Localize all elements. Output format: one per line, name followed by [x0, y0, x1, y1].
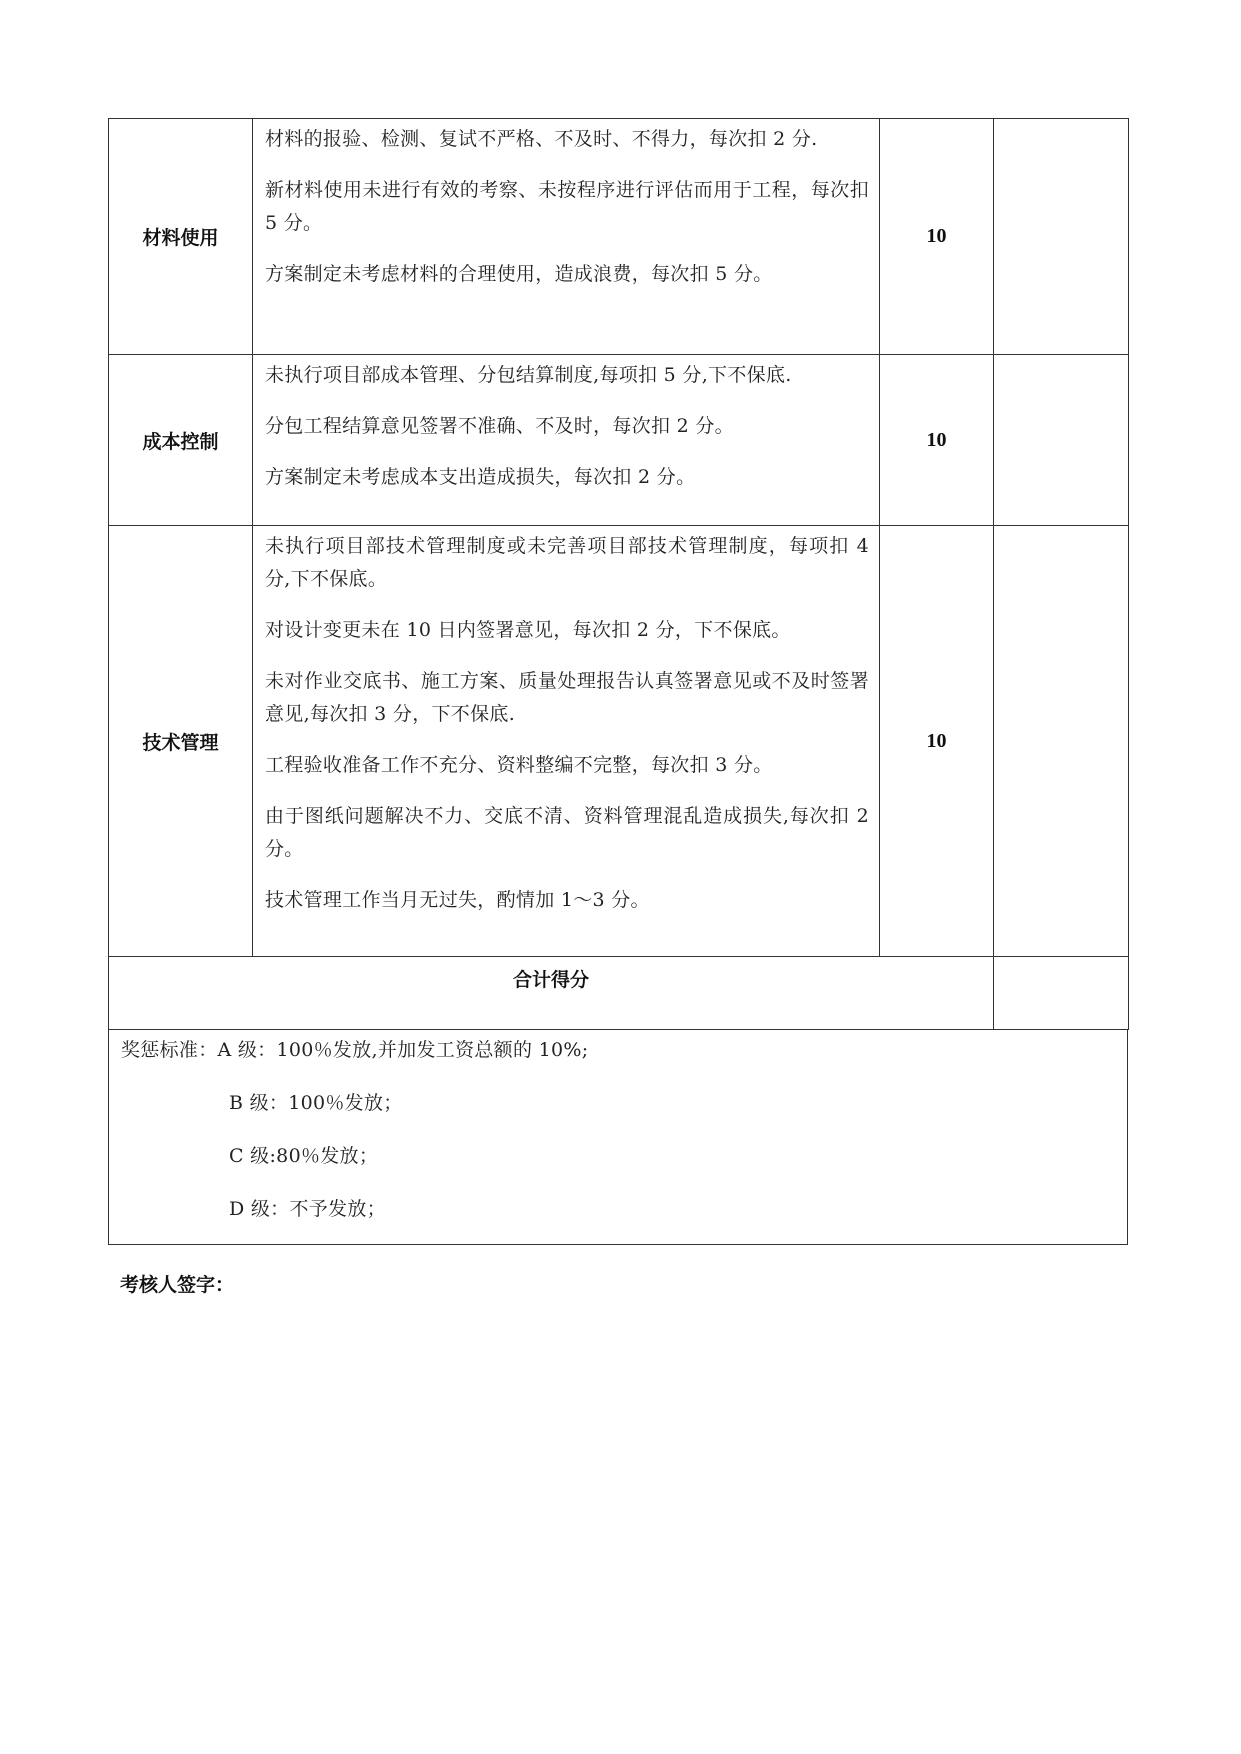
actual-score-cell: [994, 526, 1129, 957]
score-cell: 10: [880, 355, 994, 526]
criteria-item: 未执行项目部成本管理、分包结算制度,每项扣 5 分,下不保底.: [265, 364, 792, 386]
category-cell: 技术管理: [109, 526, 253, 957]
table-row-technical-management: [109, 526, 1129, 957]
criteria-item: 方案制定未考虑材料的合理使用，造成浪费，每次扣 5 分。: [265, 263, 773, 285]
criteria-item: 方案制定未考虑成本支出造成损失，每次扣 2 分。: [265, 466, 696, 488]
total-score-value: [994, 957, 1129, 1030]
criteria-cell: [253, 526, 880, 957]
table-row-material-usage: [109, 119, 1129, 355]
criteria-cell: [253, 119, 880, 355]
actual-score-cell: [994, 355, 1129, 526]
reward-line-d: D 级：不予发放；: [229, 1198, 386, 1220]
criteria-item: 由于图纸问题解决不力、交底不清、资料管理混乱造成损失,每次扣 2 分。: [265, 805, 869, 860]
assessment-sheet: [108, 118, 1128, 1245]
score-cell: 10: [880, 119, 994, 355]
criteria-item: 未对作业交底书、施工方案、质量处理报告认真签署意见或不及时签署意见,每次扣 3 分，下不保底.: [265, 670, 869, 725]
score-cell: 10: [880, 526, 994, 957]
reward-standard-box: [108, 1030, 1128, 1245]
criteria-item: 技术管理工作当月无过失，酌情加 1～3 分。: [265, 889, 650, 911]
criteria-item: 未执行项目部技术管理制度或未完善项目部技术管理制度，每项扣 4 分,下不保底。: [265, 535, 869, 590]
criteria-cell: [253, 355, 880, 526]
criteria-item: 新材料使用未进行有效的考察、未按程序进行评估而用于工程，每次扣 5 分。: [265, 179, 869, 234]
category-cell: 材料使用: [109, 119, 253, 355]
category-cell: 成本控制: [109, 355, 253, 526]
reward-line-a: 奖惩标准：A 级：100％发放,并加发工资总额的 10%;: [121, 1039, 589, 1061]
criteria-item: 材料的报验、检测、复试不严格、不及时、不得力，每次扣 2 分.: [265, 128, 818, 150]
assessment-table: [108, 118, 1129, 1030]
table-row-total: [109, 957, 1129, 1030]
criteria-item: 分包工程结算意见签署不准确、不及时，每次扣 2 分。: [265, 415, 734, 437]
criteria-item: 对设计变更未在 10 日内签署意见，每次扣 2 分，下不保底。: [265, 619, 791, 641]
assessor-signature-label: 考核人签字：: [120, 1274, 235, 1296]
reward-line-b: B 级：100％发放；: [229, 1092, 403, 1114]
actual-score-cell: [994, 119, 1129, 355]
reward-line-c: C 级:80％发放；: [229, 1145, 379, 1167]
table-row-cost-control: [109, 355, 1129, 526]
total-score-label: 合计得分: [109, 957, 994, 1030]
criteria-item: 工程验收准备工作不充分、资料整编不完整，每次扣 3 分。: [265, 754, 773, 776]
